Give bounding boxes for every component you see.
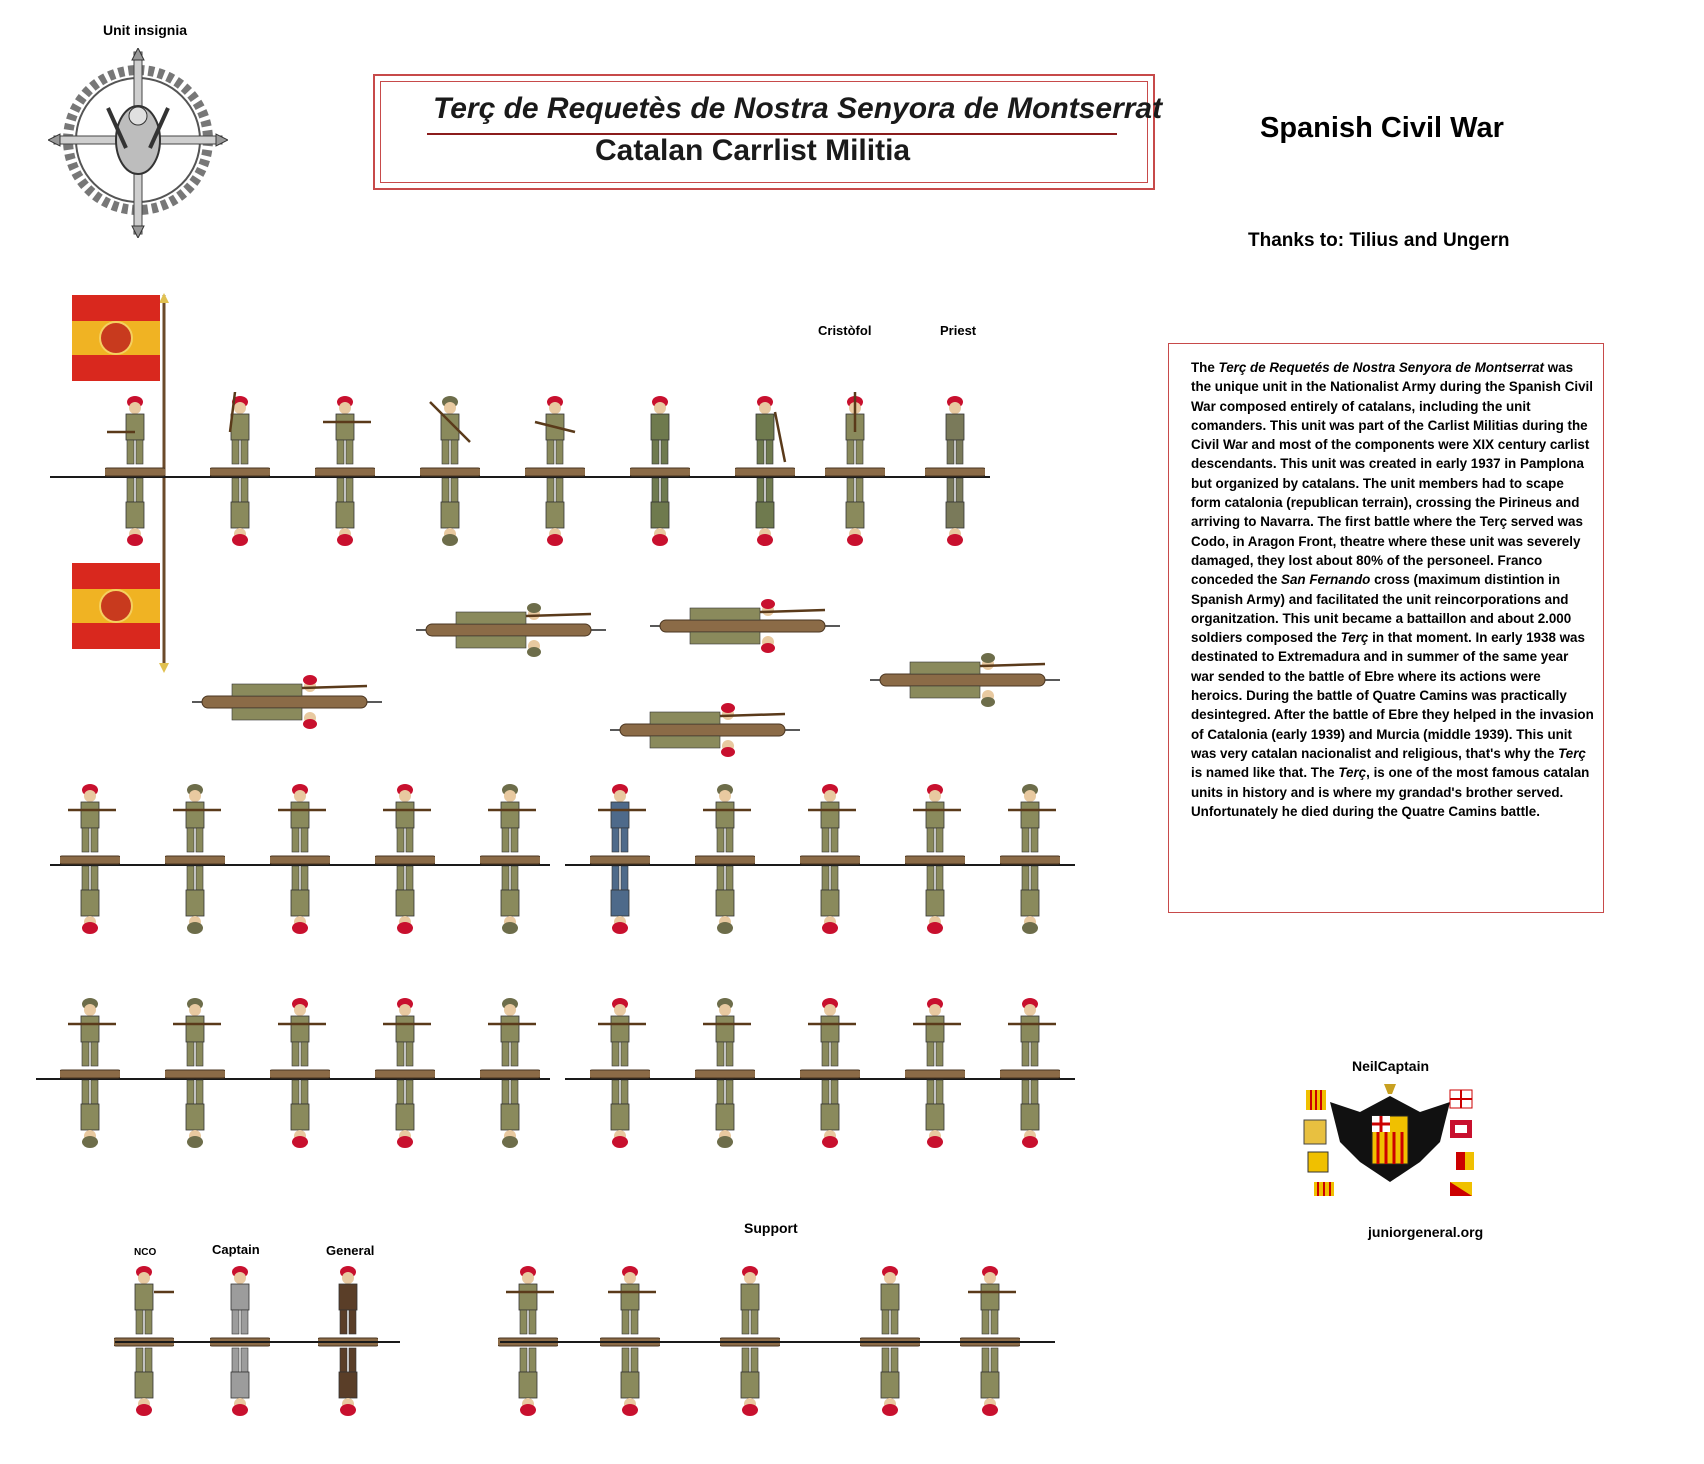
soldier-figure <box>420 392 480 557</box>
captain-label: Captain <box>212 1242 260 1257</box>
ground-line <box>115 1341 400 1343</box>
description-italic: Terç de Requetés de Nostra Senyora de Montserrat <box>1218 360 1544 375</box>
soldier-figure <box>800 994 860 1159</box>
nco-label: NCO <box>134 1247 157 1258</box>
author-credit: NeilCaptain <box>1352 1058 1430 1074</box>
soldier-figure <box>315 392 375 557</box>
soldier-figure <box>105 392 165 557</box>
soldier-figure <box>480 780 540 945</box>
description-italic: Terç <box>1558 745 1586 761</box>
soldier-figure <box>925 392 985 557</box>
soldier-figure <box>375 780 435 945</box>
soldier-figure <box>720 1262 780 1427</box>
soldier-figure <box>905 780 965 945</box>
soldier-figure <box>60 780 120 945</box>
title-box <box>373 74 1163 190</box>
unit-insignia-icon <box>48 48 228 238</box>
soldier-figure <box>590 994 650 1159</box>
soldier-figure <box>590 780 650 945</box>
soldier-figure <box>114 1262 174 1427</box>
soldier-figure <box>60 994 120 1159</box>
soldier-figure <box>525 392 585 557</box>
description-italic: Terç <box>1340 630 1369 646</box>
description-text: was the unique unit in the Nationalist Army during the Spanish Civil War composed entirely of catalans, including the unit comanders. This unit was part of the Carlist Militias during the Civil War and most of the components were XIX century carlist descendants. This unit was created in early 1937 in Pamplona but organized by catalans. The unit members had to scape form catalonia (republican terrain), crossing the Pirineus and arriving to Navarra. The first battle where the Terç served was Codo, in Aragon Front, theatre where these unit was severely damaged, they lost about 80% of the personeel. Franco conceded the <box>1191 360 1593 588</box>
site-credit: juniorgeneral.org <box>1368 1224 1484 1240</box>
soldier-figure <box>905 994 965 1159</box>
soldier-figure <box>695 994 755 1159</box>
thanks-text: Thanks to: Tilius and Ungern <box>1248 230 1510 251</box>
soldier-figure <box>630 392 690 557</box>
prone-soldier-figure <box>610 700 800 765</box>
soldier-figure <box>165 780 225 945</box>
description-text: is named like that. The <box>1191 765 1339 781</box>
unit-subtitle: Catalan Carrlist Militia <box>595 134 911 167</box>
soldier-figure <box>498 1262 558 1427</box>
description-box <box>1168 343 1604 913</box>
prone-soldier-figure <box>870 650 1060 715</box>
priest-label: Priest <box>940 323 977 338</box>
description-text: The <box>1191 360 1219 375</box>
soldier-figure <box>735 392 795 557</box>
soldier-figure <box>825 392 885 557</box>
soldier-figure <box>800 780 860 945</box>
soldier-figure <box>210 392 270 557</box>
prone-soldier-figure <box>416 600 606 665</box>
coat-of-arms-icon <box>1300 1082 1480 1202</box>
soldier-figure <box>375 994 435 1159</box>
soldier-figure <box>210 1262 270 1427</box>
prone-soldier-figure <box>650 596 840 661</box>
general-label: General <box>326 1243 375 1258</box>
soldier-figure <box>270 780 330 945</box>
unit-title: Terç de Requetès de Nostra Senyora de Montserrat <box>433 92 1163 125</box>
support-label: Support <box>744 1220 798 1236</box>
description-text: , is one of the most famous catalan units in history and is where my grandad's brother served. Unfortunately he died during the Quatre Camins battle. <box>1191 765 1590 819</box>
soldier-figure <box>480 994 540 1159</box>
soldier-figure <box>1000 994 1060 1159</box>
description-text: in that moment. In early 1938 was destinated to Extremadura and in summer of the same year war sended to the battle of Ebre where its actions were heroics. During the battle of Quatre Camins was practically desintegred. After the battle of Ebre they helped in the invasion of Catalonia (early 1939) and Murcia (middle 1939). This unit was very catalan nacionalist and religious, that's why the <box>1191 630 1594 761</box>
description-text: cross (maximum distintion in Spanish Army) and facilitated the unit reincorporations and organitzation. This unit became a battaillon and about 2.000 soldiers composed the <box>1191 572 1572 646</box>
war-title: Spanish Civil War <box>1260 112 1504 144</box>
insignia-label: Unit insignia <box>103 22 187 38</box>
soldier-figure <box>318 1262 378 1427</box>
soldier-figure <box>695 780 755 945</box>
soldier-figure <box>270 994 330 1159</box>
ground-line <box>500 1341 1055 1343</box>
description-italic: Terç <box>1338 765 1367 781</box>
soldier-figure <box>960 1262 1020 1427</box>
cristofol-label: Cristòfol <box>818 323 872 338</box>
soldier-figure <box>165 994 225 1159</box>
soldier-figure <box>860 1262 920 1427</box>
description-italic: San Fernando <box>1281 572 1371 588</box>
prone-soldier-figure <box>192 672 382 737</box>
soldier-figure <box>1000 780 1060 945</box>
soldier-figure <box>600 1262 660 1427</box>
